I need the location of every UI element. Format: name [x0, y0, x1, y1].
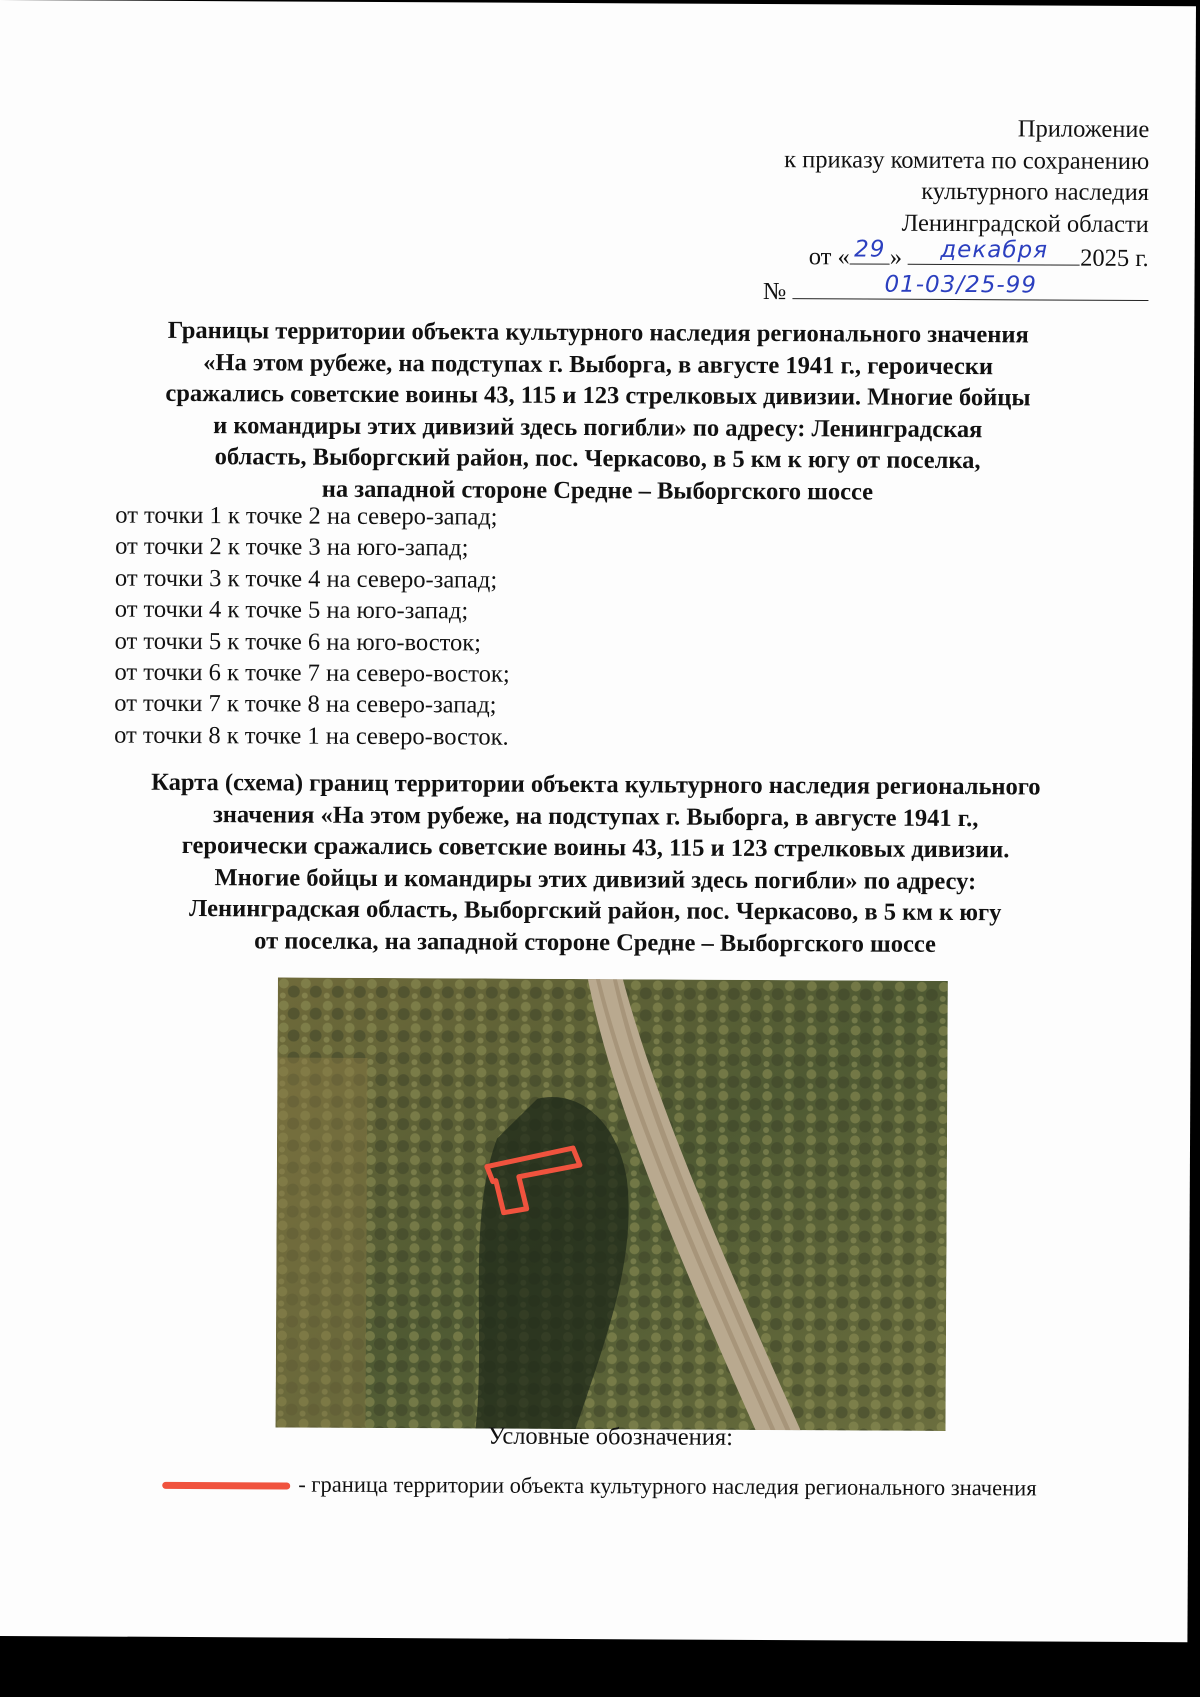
- legend-item: [162, 1471, 1036, 1502]
- order-date: [763, 238, 1149, 275]
- direction-item: от точки 3 к точке 4 на северо-запад;: [114, 564, 498, 594]
- number-field: [792, 273, 1148, 301]
- appendix-line: Ленинградской области: [901, 209, 1149, 238]
- legend-label: - граница территории объекта культурного наследия регионального значения: [298, 1471, 1037, 1501]
- order-number: [763, 272, 1149, 309]
- direction-item: от точки 2 к точке 3 на юго-запад;: [115, 533, 469, 562]
- date-prefix: от «: [808, 243, 850, 271]
- direction-item: от точки 5 к точке 6 на юго-восток;: [114, 627, 482, 657]
- number-prefix: №: [762, 277, 787, 305]
- title-line: от поселка, на западной стороне Средне – Выборгского шоссе: [254, 927, 937, 958]
- title-line: Границы территории объекта культурного наследия регионального значения: [167, 316, 1029, 349]
- date-month-field: [908, 236, 1080, 266]
- appendix-line: культурного наследия: [921, 177, 1150, 207]
- boundary-directions-list: [114, 500, 511, 753]
- map-title: [95, 767, 1096, 962]
- date-day-field: [850, 238, 890, 264]
- appendix-header: [763, 112, 1150, 309]
- title-line: «На этом рубеже, на подступах г. Выборга, в августе 1941 г., героически: [203, 348, 994, 380]
- direction-item: от точки 4 к точке 5 на юго-запад;: [114, 595, 469, 625]
- handwritten-day: 29: [854, 236, 886, 263]
- date-mid: »: [889, 243, 903, 271]
- handwritten-number: 01-03/25-99: [884, 271, 1038, 298]
- title-line: значения «На этом рубеже, на подступах г. Выборга, в августе 1941 г.,: [212, 800, 979, 832]
- title-line: героически сражались советские воины 43, 115 и 123 стрелковых дивизии.: [181, 832, 1010, 864]
- direction-item: от точки 6 к точке 7 на северо-восток;: [114, 658, 510, 688]
- title-line: и командиры этих дивизий здесь погибли» по адресу: Ленинградская: [213, 411, 983, 443]
- title-line: сражались советские воины 43, 115 и 123 стрелковых дивизии. Многие бойцы: [165, 380, 1031, 412]
- date-year: 2025 г.: [1080, 244, 1149, 273]
- clearing: [276, 1057, 368, 1427]
- title-line: область, Выборгский район, пос. Черкасово, в 5 км к югу от поселка,: [214, 443, 981, 475]
- title-line: Многие бойцы и командиры этих дивизий здесь погибли» по адресу:: [214, 863, 977, 895]
- title-line: Карта (схема) границ территории объекта культурного наследия регионального: [151, 768, 1041, 801]
- boundary-legend-line: [162, 1482, 290, 1490]
- title-line: на западной стороне Средне – Выборгского шоссе: [321, 475, 874, 506]
- title-line: Ленинградская область, Выборгский район, пос. Черкасово, в 5 км к югу: [188, 895, 1002, 927]
- direction-item: от точки 8 к точке 1 на северо-восток.: [114, 721, 509, 751]
- handwritten-month: декабря: [940, 236, 1049, 264]
- legend-title: Условные обозначения:: [487, 1422, 734, 1451]
- appendix-line: к приказу комитета по сохранению: [784, 145, 1150, 175]
- direction-item: от точки 1 к точке 2 на северо-запад;: [115, 501, 498, 531]
- direction-item: от точки 7 к точке 8 на северо-запад;: [114, 690, 497, 720]
- appendix-line: Приложение: [1017, 115, 1150, 144]
- aerial-map: [276, 977, 948, 1431]
- boundaries-title: [97, 315, 1098, 510]
